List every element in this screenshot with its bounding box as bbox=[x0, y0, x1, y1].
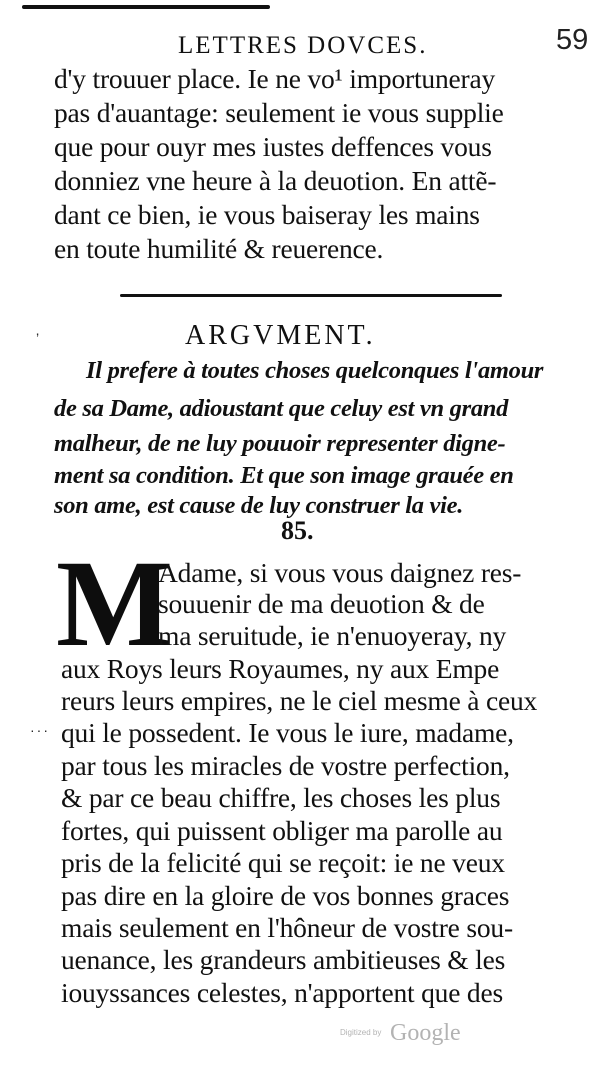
text-line: aux Roys leurs Royaumes, ny aux Empe bbox=[61, 653, 500, 684]
text-line: que pour ouyr mes iustes deffences vous bbox=[54, 131, 492, 162]
running-header: LETTRES DOVCES. bbox=[178, 32, 428, 59]
argument-line: son ame, est cause de luy construer la vie. bbox=[54, 492, 464, 519]
text-line: qui le possedent. Ie vous le iure, madame, bbox=[61, 717, 514, 748]
margin-mark: ··· bbox=[30, 722, 50, 738]
argument-line: malheur, de ne luy pouuoir representer digne- bbox=[54, 430, 506, 457]
text-line: en toute humilité & reuerence. bbox=[54, 233, 384, 264]
text-line: uenance, les grandeurs ambitieuses & les bbox=[61, 944, 506, 975]
text-line: reurs leurs empires, ne le ciel mesme à ceux bbox=[61, 685, 538, 716]
drop-cap: M bbox=[56, 535, 174, 672]
top-rule bbox=[22, 5, 270, 9]
argument-heading: ARGVMENT. bbox=[185, 320, 376, 351]
text-line: & par ce beau chiffre, les choses les plus bbox=[61, 782, 501, 813]
margin-mark: ’ bbox=[36, 330, 40, 346]
text-line: fortes, qui puissent obliger ma parolle au bbox=[61, 815, 503, 846]
digitized-by-label: Digitized by bbox=[340, 1028, 382, 1037]
text-line: par tous les miracles de vostre perfection, bbox=[61, 750, 510, 781]
letter-number: 85. bbox=[281, 516, 314, 545]
section-divider-rule bbox=[120, 294, 502, 297]
text-line: donniez vne heure à la deuotion. En attẽ- bbox=[54, 165, 497, 196]
argument-line: Il prefere à toutes choses quelconques l'amour bbox=[86, 357, 544, 384]
text-line: d'y trouuer place. Ie ne vo¹ importuneray bbox=[54, 63, 496, 94]
google-watermark-logo: Google bbox=[390, 1020, 461, 1046]
text-line: souuenir de ma deuotion & de bbox=[158, 588, 485, 619]
argument-line: de sa Dame, adioustant que celuy est vn grand bbox=[54, 395, 509, 422]
text-line: pris de la felicité qui se reçoit: ie ne veux bbox=[61, 847, 505, 878]
text-line: iouyssances celestes, n'apportent que des bbox=[61, 977, 503, 1008]
text-line: Adame, si vous vous daignez res- bbox=[158, 557, 522, 588]
text-line: pas dire en la gloire de vos bonnes graces bbox=[61, 880, 510, 911]
text-line: dant ce bien, ie vous baiseray les mains bbox=[54, 199, 480, 230]
text-line: ma seruitude, ie n'enuoyeray, ny bbox=[158, 620, 507, 651]
argument-line: ment sa condition. Et que son image grauée en bbox=[54, 462, 514, 489]
text-line: pas d'auantage: seulement ie vous supplie bbox=[54, 97, 504, 128]
page-number: 59 bbox=[556, 24, 589, 56]
text-line: mais seulement en l'hôneur de vostre sou- bbox=[61, 912, 513, 943]
